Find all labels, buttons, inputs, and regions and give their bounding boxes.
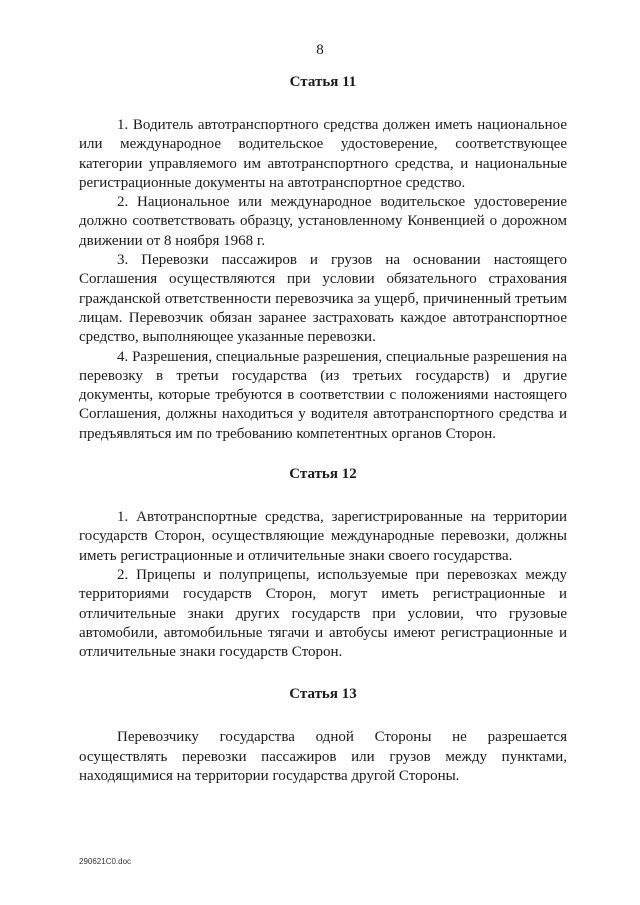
article-heading: Статья 11 xyxy=(289,74,357,90)
page-number: 8 xyxy=(316,42,324,58)
paragraph: 1. Водитель автотранспортного средства должен иметь национальное или международное водительское удостоверение, соответствующее категории управляемого им автотранспортного средства, и национальные регистрационные документы на автотранспортное средство. xyxy=(79,117,567,191)
document-body xyxy=(79,72,567,786)
paragraph: 1. Автотранспортные средства, зарегистрированные на территории государств Сторон, осуществляющие международные перевозки, должны иметь регистрационные и отличительные знаки своего государства. xyxy=(79,509,567,564)
paragraph: 4. Разрешения, специальные разрешения, специальные разрешения на перевозку в третьи государства (из третьих государств) и другие документы, которые требуются в соответствии с положениями настоящего Соглашения, должны находиться у водителя автотранспортного средства и предъявляться им по требованию компетентных органов Сторон. xyxy=(79,348,567,442)
paragraph: 2. Прицепы и полуприцепы, используемые при перевозках между территориями государств Сторон, могут иметь регистрационные и отличительные знаки других государств при условии, что грузовые автомобили, автомобильные тягачи и автобусы имеют регистрационные и отличительные знаки государств Сторон. xyxy=(79,566,567,661)
article-11 xyxy=(79,72,567,444)
paragraph: 3. Перевозки пассажиров и грузов на основании настоящего Соглашения осуществляются при условии обязательного страхования гражданской ответственности перевозчика за ущерб, причиненный третьим лицам. Перевозчик обязан заранее застраховать каждое автотранспортное средство, выполняющее указанные перевозки. xyxy=(79,252,567,346)
file-name-footer: 290621C0.doc xyxy=(79,857,132,866)
article-heading: Статья 13 xyxy=(289,686,357,703)
paragraph: 2. Национальное или международное водительское удостоверение должно соответствовать образцу, установленному Конвенцией о дорожном движении от 8 ноября 1968 г. xyxy=(79,194,567,249)
article-12 xyxy=(79,464,567,662)
paragraph: Перевозчику государства одной Стороны не разрешается осуществлять перевозки пассажиров или грузов между пунктами, находящимися на территории государства другой Стороны. xyxy=(79,729,567,785)
article-heading: Статья 12 xyxy=(289,466,357,483)
article-13 xyxy=(79,684,567,786)
